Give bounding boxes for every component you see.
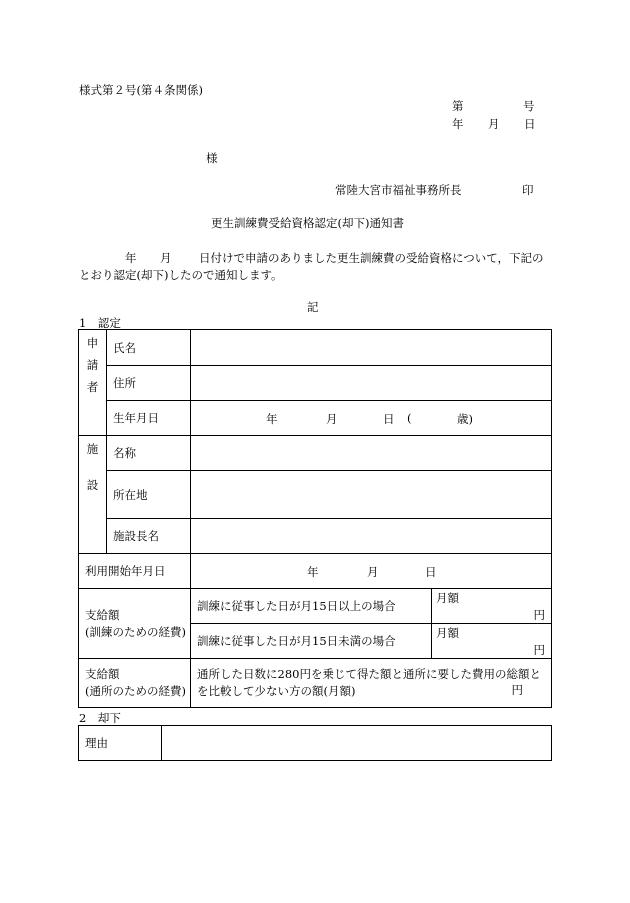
ki-heading: 記 — [307, 300, 319, 314]
facility-location-label: 所在地 — [107, 471, 191, 519]
body-line1: 日付けで申請のありました更生訓練費の受給資格について，下記の — [199, 251, 544, 265]
facility-name-label: 名称 — [107, 436, 191, 471]
number-dai: 第 — [452, 99, 464, 113]
section1-heading: 1 認定 — [79, 316, 121, 330]
number-go: 号 — [523, 99, 535, 113]
form-number: 様式第２号(第４条関係) — [79, 83, 203, 97]
body-tsuki: 月 — [160, 251, 172, 265]
start-date-label: 利用開始年月日 — [79, 554, 191, 589]
case-15-or-more-amount[interactable]: 月額 円 — [432, 589, 552, 624]
section2-heading: 2 却下 — [79, 711, 121, 725]
facility-head-field[interactable] — [191, 519, 552, 554]
payment-commute-label: 支給額 (通所のための経費) — [79, 659, 191, 708]
date-tsuki: 月 — [488, 117, 500, 131]
facility-head-label: 施設長名 — [107, 519, 191, 554]
issuer-name: 常陸大宮市福祉事務所長 — [335, 183, 462, 197]
name-label: 氏名 — [107, 330, 191, 366]
approval-table — [78, 329, 552, 708]
body-line2: とおり認定(却下)したので通知します。 — [79, 268, 283, 282]
facility-name-field[interactable] — [191, 436, 552, 471]
document-title: 更生訓練費受給資格認定(却下)通知書 — [211, 216, 404, 230]
case-15-or-more-label: 訓練に従事した日が月15日以上の場合 — [191, 589, 432, 624]
addressee-sama: 様 — [206, 151, 218, 165]
address-field[interactable] — [191, 366, 552, 401]
name-field[interactable] — [191, 330, 552, 366]
reason-field[interactable] — [162, 726, 552, 761]
facility-location-field[interactable] — [191, 471, 552, 519]
facility-label: 施 設 — [79, 436, 107, 554]
dob-label: 生年月日 — [107, 401, 191, 436]
date-nen: 年 — [452, 117, 464, 131]
payment-training-label: 支給額 (訓練のための経費) — [79, 589, 191, 659]
date-hi: 日 — [524, 117, 536, 131]
issuer-seal: 印 — [522, 183, 534, 197]
applicant-label: 申 請 者 — [79, 330, 107, 436]
dob-field[interactable]: 年 月 日 ( 歳) — [191, 401, 552, 436]
rejection-table — [78, 725, 552, 761]
address-label: 住所 — [107, 366, 191, 401]
payment-commute-field[interactable]: 通所した日数に280円を乗じて得た額と通所に要した費用の総額と を比較して少ない方の額(月額) 円 — [191, 659, 552, 708]
body-nen: 年 — [125, 251, 137, 265]
case-under-15-label: 訓練に従事した日が月15日未満の場合 — [191, 624, 432, 659]
reason-label: 理由 — [79, 726, 162, 761]
start-date-field[interactable]: 年 月 日 — [191, 554, 552, 589]
case-under-15-amount[interactable]: 月額 円 — [432, 624, 552, 659]
